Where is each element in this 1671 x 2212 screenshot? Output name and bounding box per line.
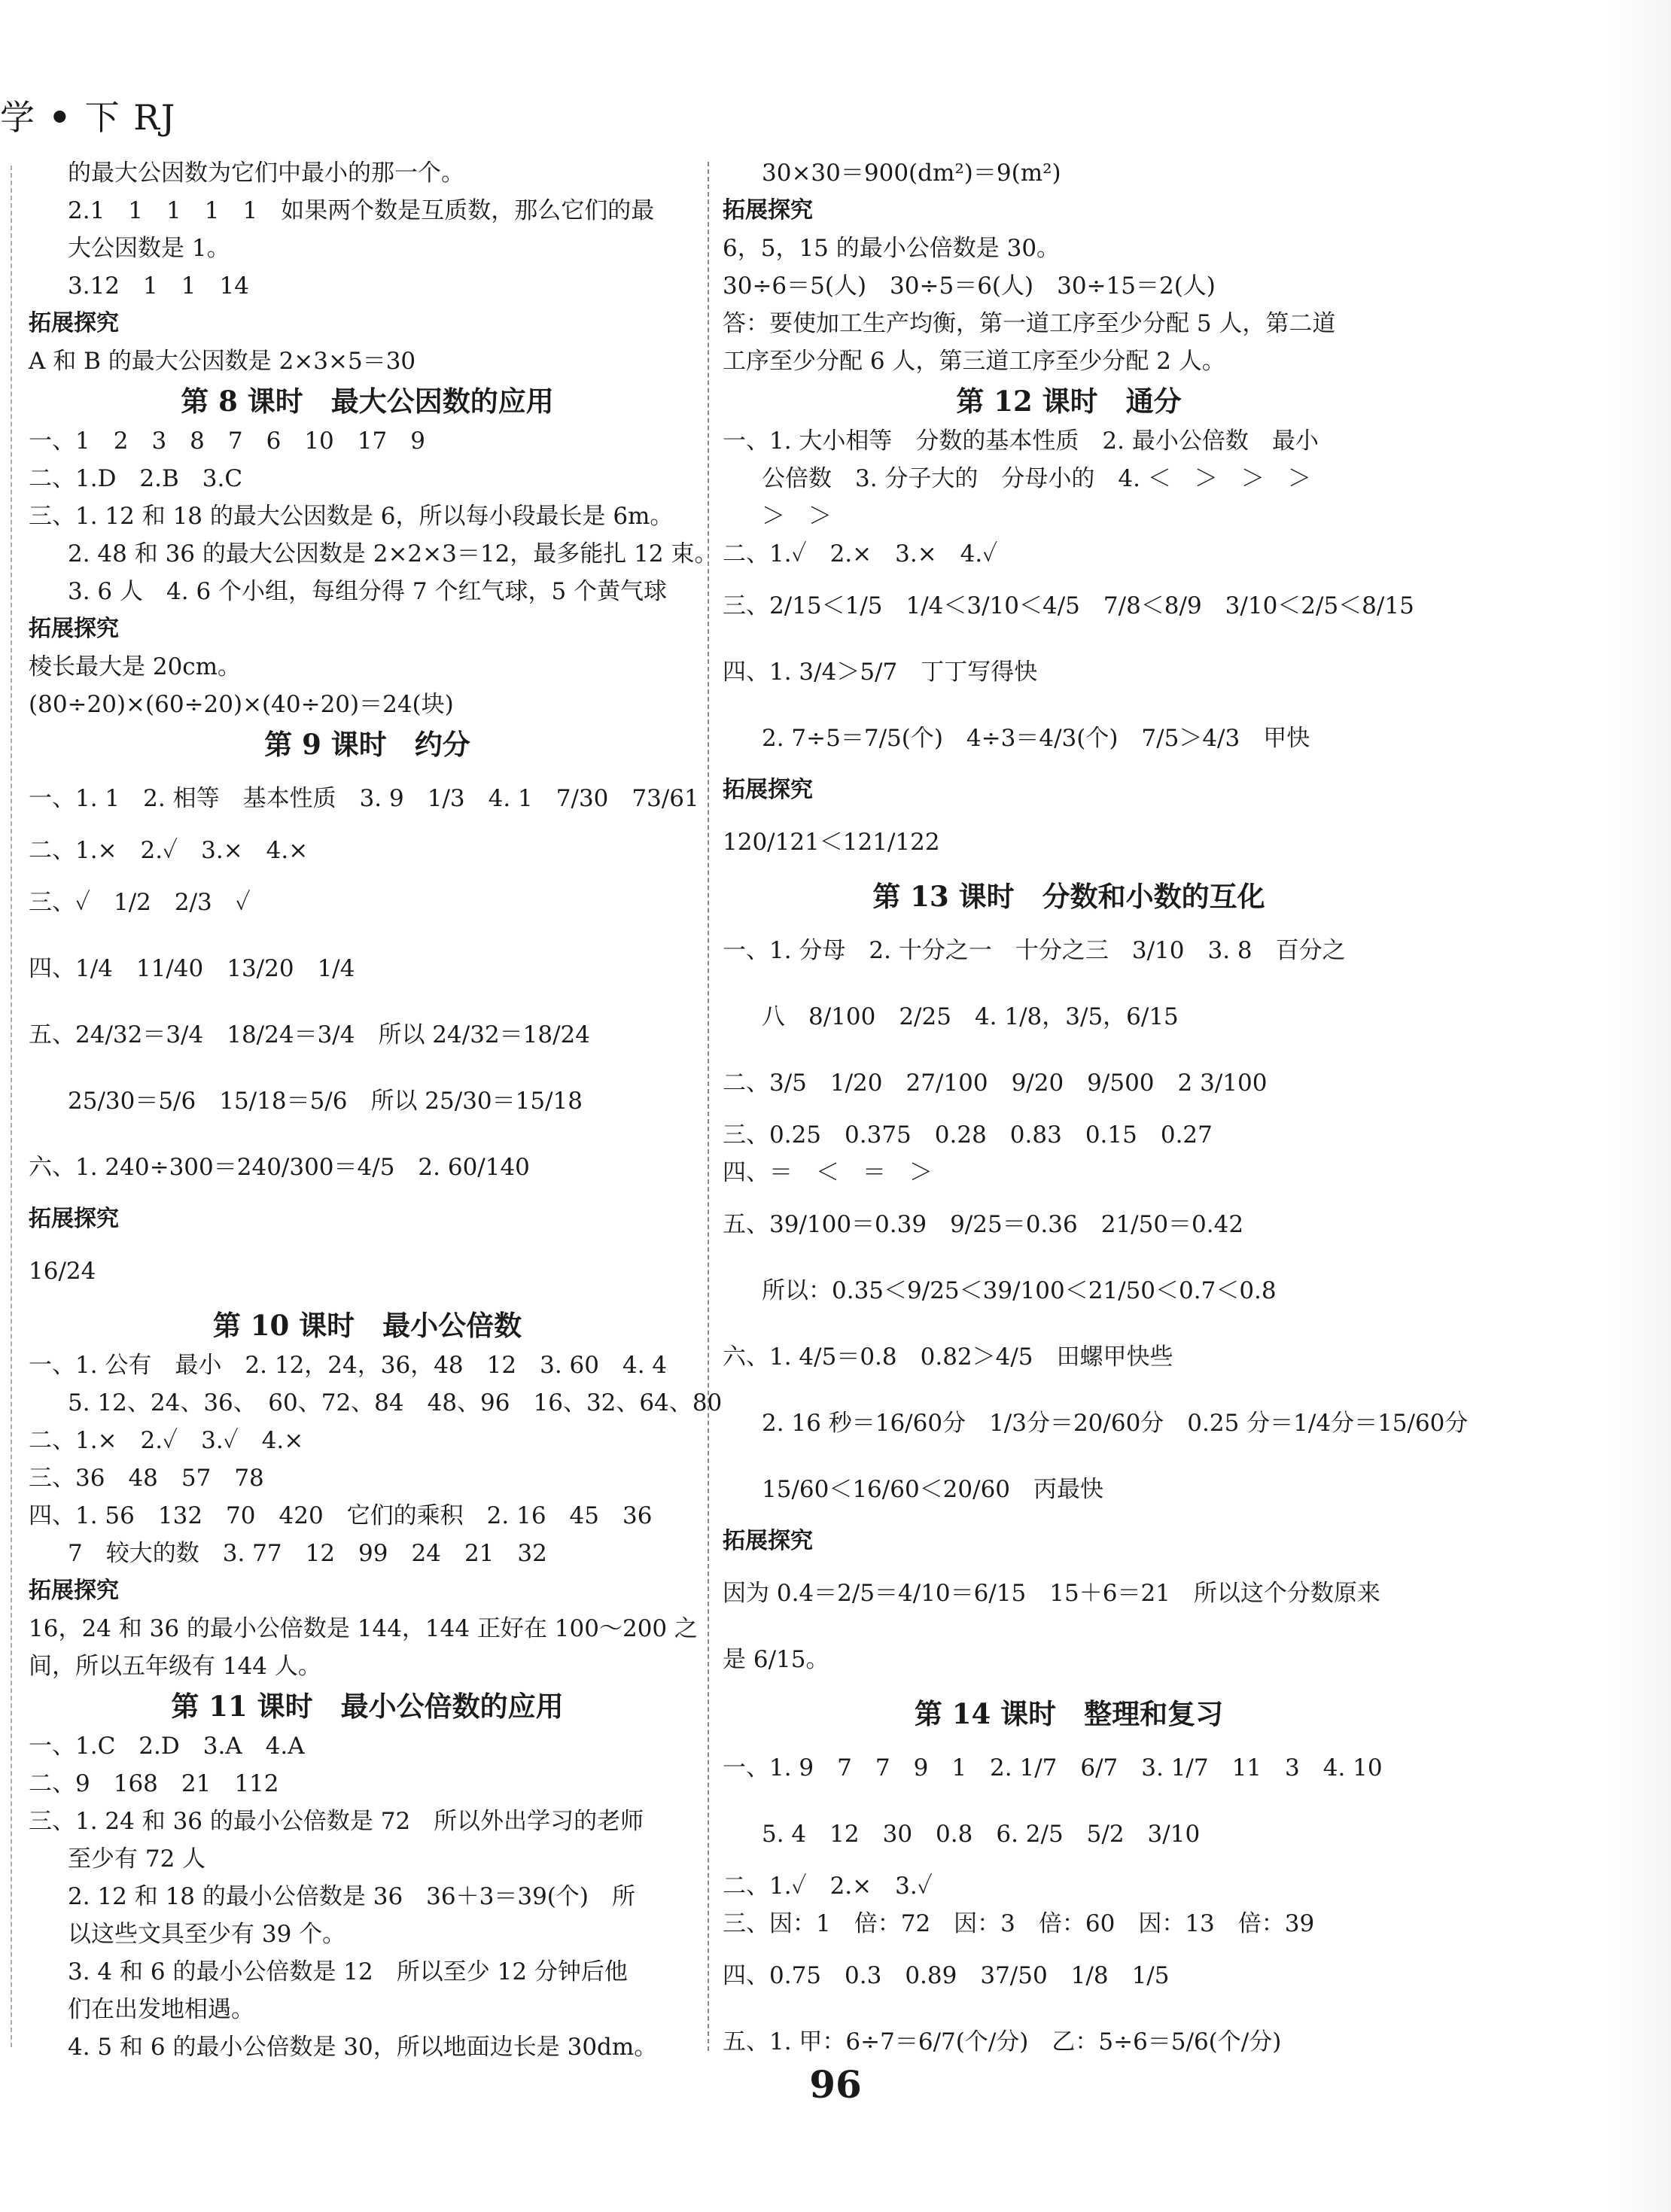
- answer-line: 二、3/5 1/20 27/100 9/20 9/500 2 3/100: [723, 1069, 1268, 1097]
- scan-edge-shade: [1611, 0, 1671, 2212]
- lesson-heading: 第 13 课时 分数和小数的互化: [872, 880, 1265, 913]
- answer-line: 以这些文具至少有 39 个。: [68, 1921, 346, 1948]
- answer-line: 六、1. 4/5＝0.8 0.82＞4/5 田螺甲快些: [723, 1343, 1173, 1371]
- lesson-heading: 第 9 课时 约分: [264, 728, 470, 761]
- answer-line: 15/60＜16/60＜20/60 丙最快: [762, 1476, 1104, 1503]
- answer-line: 公倍数 3. 分子大的 分母小的 4. ＜ ＞ ＞ ＞: [762, 465, 1311, 492]
- answer-line: 3. 6 人 4. 6 个小组，每组分得 7 个红气球，5 个黄气球: [68, 578, 668, 605]
- left-edge-dashes: [11, 166, 12, 2047]
- answer-line: 2. 48 和 36 的最大公因数是 2×2×3＝12，最多能扎 12 束。: [68, 540, 718, 567]
- header-subtitle: 下 RJ: [84, 97, 177, 138]
- answer-line: 三、1. 24 和 36 的最小公倍数是 72 所以外出学习的老师: [29, 1808, 644, 1835]
- answer-line: 6，5，15 的最小公倍数是 30。: [723, 235, 1061, 262]
- answer-line: 二、1.D 2.B 3.C: [29, 465, 243, 492]
- answer-line: 5. 4 12 30 0.8 6. 2/5 5/2 3/10: [762, 1821, 1201, 1848]
- answer-line: 棱长最大是 20cm。: [29, 653, 242, 680]
- section-heading: 拓展探究: [723, 777, 813, 803]
- answer-line: 四、1. 3/4＞5/7 丁丁写得快: [723, 659, 1038, 686]
- answer-line: 一、1 2 3 8 7 6 10 17 9: [29, 427, 425, 455]
- lesson-heading: 第 12 课时 通分: [956, 385, 1182, 418]
- answer-line: 2.1 1 1 1 1 如果两个数是互质数，那么它们的最: [68, 197, 655, 224]
- answer-line: 五、24/32＝3/4 18/24＝3/4 所以 24/32＝18/24: [29, 1021, 590, 1048]
- answer-line: 4. 5 和 6 的最小公倍数是 30，所以地面边长是 30dm。: [68, 2034, 658, 2061]
- answer-line: 16，24 和 36 的最小公倍数是 144，144 正好在 100～200 之: [29, 1615, 698, 1642]
- answer-line: 一、1. 9 7 7 9 1 2. 1/7 6/7 3. 1/7 11 3 4. 10: [723, 1754, 1383, 1781]
- answer-line: 3.12 1 1 14: [68, 272, 249, 300]
- answer-line: 是 6/15。: [723, 1646, 829, 1673]
- answer-line: 四、1. 56 132 70 420 它们的乘积 2. 16 45 36: [29, 1502, 653, 1529]
- answer-line: 25/30＝5/6 15/18＝5/6 所以 25/30＝15/18: [68, 1088, 583, 1115]
- answer-line: 一、1.C 2.D 3.A 4.A: [29, 1733, 305, 1760]
- answer-line: (80÷20)×(60÷20)×(40÷20)＝24(块): [29, 691, 454, 718]
- answer-line: 二、9 168 21 112: [29, 1770, 279, 1797]
- answer-line: 八 8/100 2/25 4. 1/8，3/5，6/15: [762, 1003, 1179, 1030]
- answer-line: 三、因：1 倍：72 因：3 倍：60 因：13 倍：39: [723, 1910, 1315, 1937]
- answer-line: 三、0.25 0.375 0.28 0.83 0.15 0.27: [723, 1121, 1213, 1149]
- answer-line: 16/24: [29, 1258, 96, 1285]
- answer-line: 六、1. 240÷300＝240/300＝4/5 2. 60/140: [29, 1154, 530, 1181]
- section-heading: 拓展探究: [29, 616, 119, 642]
- lesson-heading: 第 14 课时 整理和复习: [914, 1697, 1224, 1730]
- answer-line: 二、1.× 2.✓ 3.✓ 4.×: [29, 1427, 304, 1454]
- answer-line: 一、1. 大小相等 分数的基本性质 2. 最小公倍数 最小: [723, 427, 1319, 455]
- answer-line: 一、1. 公有 最小 2. 12，24，36，48 12 3. 60 4. 4: [29, 1352, 668, 1379]
- answer-line: 二、1.× 2.✓ 3.× 4.×: [29, 837, 309, 864]
- answer-line: 间，所以五年级有 144 人。: [29, 1653, 321, 1680]
- answer-line: 一、1. 分母 2. 十分之一 十分之三 3/10 3. 8 百分之: [723, 937, 1346, 964]
- answer-line: 三、✓ 1/2 2/3 ✓: [29, 889, 251, 916]
- page-number: 96: [809, 2062, 862, 2107]
- lesson-heading: 第 8 课时 最大公因数的应用: [181, 385, 554, 418]
- answer-line: 5. 12、24、36、 60、72、84 48、96 16、32、64、80: [68, 1389, 723, 1416]
- page-header: [0, 90, 176, 140]
- answer-line: 们在出发地相遇。: [68, 1996, 254, 2023]
- section-heading: 拓展探究: [29, 310, 119, 336]
- answer-line: 三、36 48 57 78: [29, 1465, 264, 1492]
- header-dot: •: [48, 97, 73, 138]
- answer-line: 五、39/100＝0.39 9/25＝0.36 21/50＝0.42: [723, 1211, 1244, 1238]
- answer-line: 所以：0.35＜9/25＜39/100＜21/50＜0.7＜0.8: [762, 1277, 1277, 1304]
- answer-line: 四、＝ ＜ ＝ ＞: [723, 1159, 933, 1186]
- answer-line: 3. 4 和 6 的最小公倍数是 12 所以至少 12 分钟后他: [68, 1958, 628, 1985]
- answer-column-right: [723, 154, 1469, 2075]
- section-heading: 拓展探究: [29, 1578, 119, 1604]
- header-title: 学: [0, 97, 36, 138]
- answer-line: 2. 7÷5＝7/5(个) 4÷3＝4/3(个) 7/5＞4/3 甲快: [762, 725, 1310, 752]
- answer-line: 30×30＝900(dm²)＝9(m²): [762, 160, 1061, 187]
- answer-line: 7 较大的数 3. 77 12 99 24 21 32: [68, 1540, 547, 1567]
- answer-line: 大公因数是 1。: [68, 235, 230, 262]
- answer-line: 30÷6＝5(人) 30÷5＝6(人) 30÷15＝2(人): [723, 272, 1216, 300]
- lesson-heading: 第 11 课时 最小公倍数的应用: [171, 1690, 564, 1723]
- answer-line: 二、1.✓ 2.× 3.× 4.✓: [723, 540, 998, 567]
- answer-line: ＞ ＞: [762, 503, 832, 530]
- section-heading: 拓展探究: [29, 1206, 119, 1232]
- answer-line: 五、1. 甲：6÷7＝6/7(个/分) 乙：5÷6＝5/6(个/分): [723, 2028, 1282, 2055]
- answer-line: 120/121＜121/122: [723, 829, 940, 856]
- answer-line: 三、2/15＜1/5 1/4＜3/10＜4/5 7/8＜8/9 3/10＜2/5＜8/15: [723, 592, 1414, 619]
- answer-line: 工序至少分配 6 人，第三道工序至少分配 2 人。: [723, 348, 1225, 375]
- answer-line: 四、1/4 11/40 13/20 1/4: [29, 955, 355, 982]
- answer-line: 的最大公因数为它们中最小的那一个。: [68, 160, 464, 187]
- answer-line: 二、1.✓ 2.× 3.✓: [723, 1873, 933, 1900]
- answer-line: 三、1. 12 和 18 的最大公因数是 6，所以每小段最长是 6m。: [29, 503, 674, 530]
- answer-line: 四、0.75 0.3 0.89 37/50 1/8 1/5: [723, 1962, 1170, 1989]
- answer-line: 答：要使加工生产均衡，第一道工序至少分配 5 人，第二道: [723, 310, 1336, 337]
- answer-line: A 和 B 的最大公因数是 2×3×5＝30: [29, 348, 416, 375]
- lesson-heading: 第 10 课时 最小公倍数: [212, 1309, 522, 1342]
- section-heading: 拓展探究: [723, 197, 813, 224]
- answer-line: 至少有 72 人: [68, 1845, 206, 1873]
- answer-line: 2. 12 和 18 的最小公倍数是 36 36＋3＝39(个) 所: [68, 1883, 635, 1910]
- section-heading: 拓展探究: [723, 1528, 813, 1554]
- answer-line: 2. 16 秒＝16/60分 1/3分＝20/60分 0.25 分＝1/4分＝15/60分: [762, 1410, 1469, 1437]
- answer-column-left: [29, 154, 723, 2066]
- column-divider: [708, 162, 709, 2051]
- answer-line: 因为 0.4＝2/5＝4/10＝6/15 15＋6＝21 所以这个分数原来: [723, 1580, 1380, 1607]
- answer-line: 一、1. 1 2. 相等 基本性质 3. 9 1/3 4. 1 7/30 73/61: [29, 785, 699, 812]
